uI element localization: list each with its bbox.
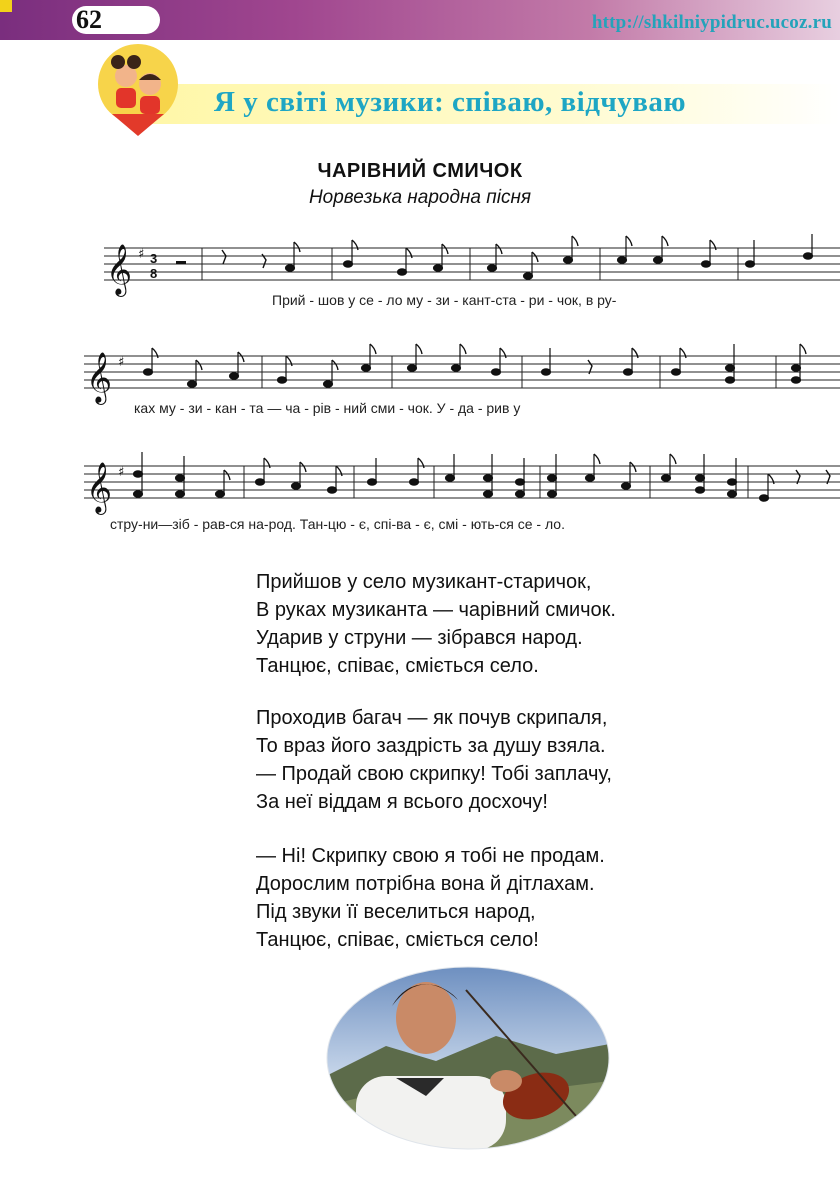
verse-line: Прийшов у село музикант-старичок, xyxy=(256,571,592,593)
svg-text:𝄞: 𝄞 xyxy=(106,244,133,295)
lyrics-line-3: стру-ни—зіб - рав-ся на-род. Тан-цю - є, спі-ва - є, смі - ють-ся се - ло. xyxy=(110,516,565,532)
page-number: 62 xyxy=(72,6,160,34)
time-signature-top: 3 xyxy=(150,251,158,266)
verse-2 xyxy=(256,704,612,816)
verse-line: То враз його заздрість за душу взяла. xyxy=(256,735,606,757)
svg-text:♯: ♯ xyxy=(118,465,125,480)
song-title: ЧАРІВНИЙ СМИЧОК xyxy=(317,160,523,182)
verse-line: Танцює, співає, сміється село! xyxy=(256,929,539,951)
svg-text:𝄞: 𝄞 xyxy=(86,352,113,403)
verse-line: Танцює, співає, сміється село. xyxy=(256,655,539,677)
lyrics-line-1: Прий - шов у се - ло му - зи - кант-ста - ри - чок, в ру- xyxy=(272,292,617,308)
verse-line: — Продай свою скрипку! Тобі заплачу, xyxy=(256,763,612,785)
time-signature-bottom: 8 xyxy=(150,266,158,281)
verse-line: Ударив у струни — зібрався народ. xyxy=(256,627,583,649)
svg-text:♯: ♯ xyxy=(118,355,125,370)
verse-line: Проходив багач — як почув скрипаля, xyxy=(256,707,608,729)
svg-text:♯: ♯ xyxy=(138,247,145,262)
children-emblem-icon xyxy=(92,40,184,140)
corner-mark xyxy=(0,0,12,12)
verse-3 xyxy=(256,842,605,954)
verse-line: Під звуки її веселиться народ, xyxy=(256,901,536,923)
verse-line: — Ні! Скрипку свою я тобі не продам. xyxy=(256,845,605,867)
lyrics-line-2: ках му - зи - кан - та — ча - рів - ний сми - чок. У - да - рив у xyxy=(134,400,521,416)
song-subtitle: Норвезька народна пісня xyxy=(308,187,532,208)
verse-line: За неї віддам я всього досхочу! xyxy=(256,791,548,813)
svg-text:𝄞: 𝄞 xyxy=(86,462,113,513)
verse-1 xyxy=(256,568,616,680)
section-title: Я у світі музики: співаю, відчуваю xyxy=(214,86,687,118)
violinist-photo xyxy=(326,966,610,1150)
site-url-link[interactable]: http://shkilniypidruc.ucoz.ru xyxy=(591,12,832,33)
verse-line: В руках музиканта — чарівний смичок. xyxy=(256,599,616,621)
verse-line: Дорослим потрібна вона й дітлахам. xyxy=(256,873,595,895)
